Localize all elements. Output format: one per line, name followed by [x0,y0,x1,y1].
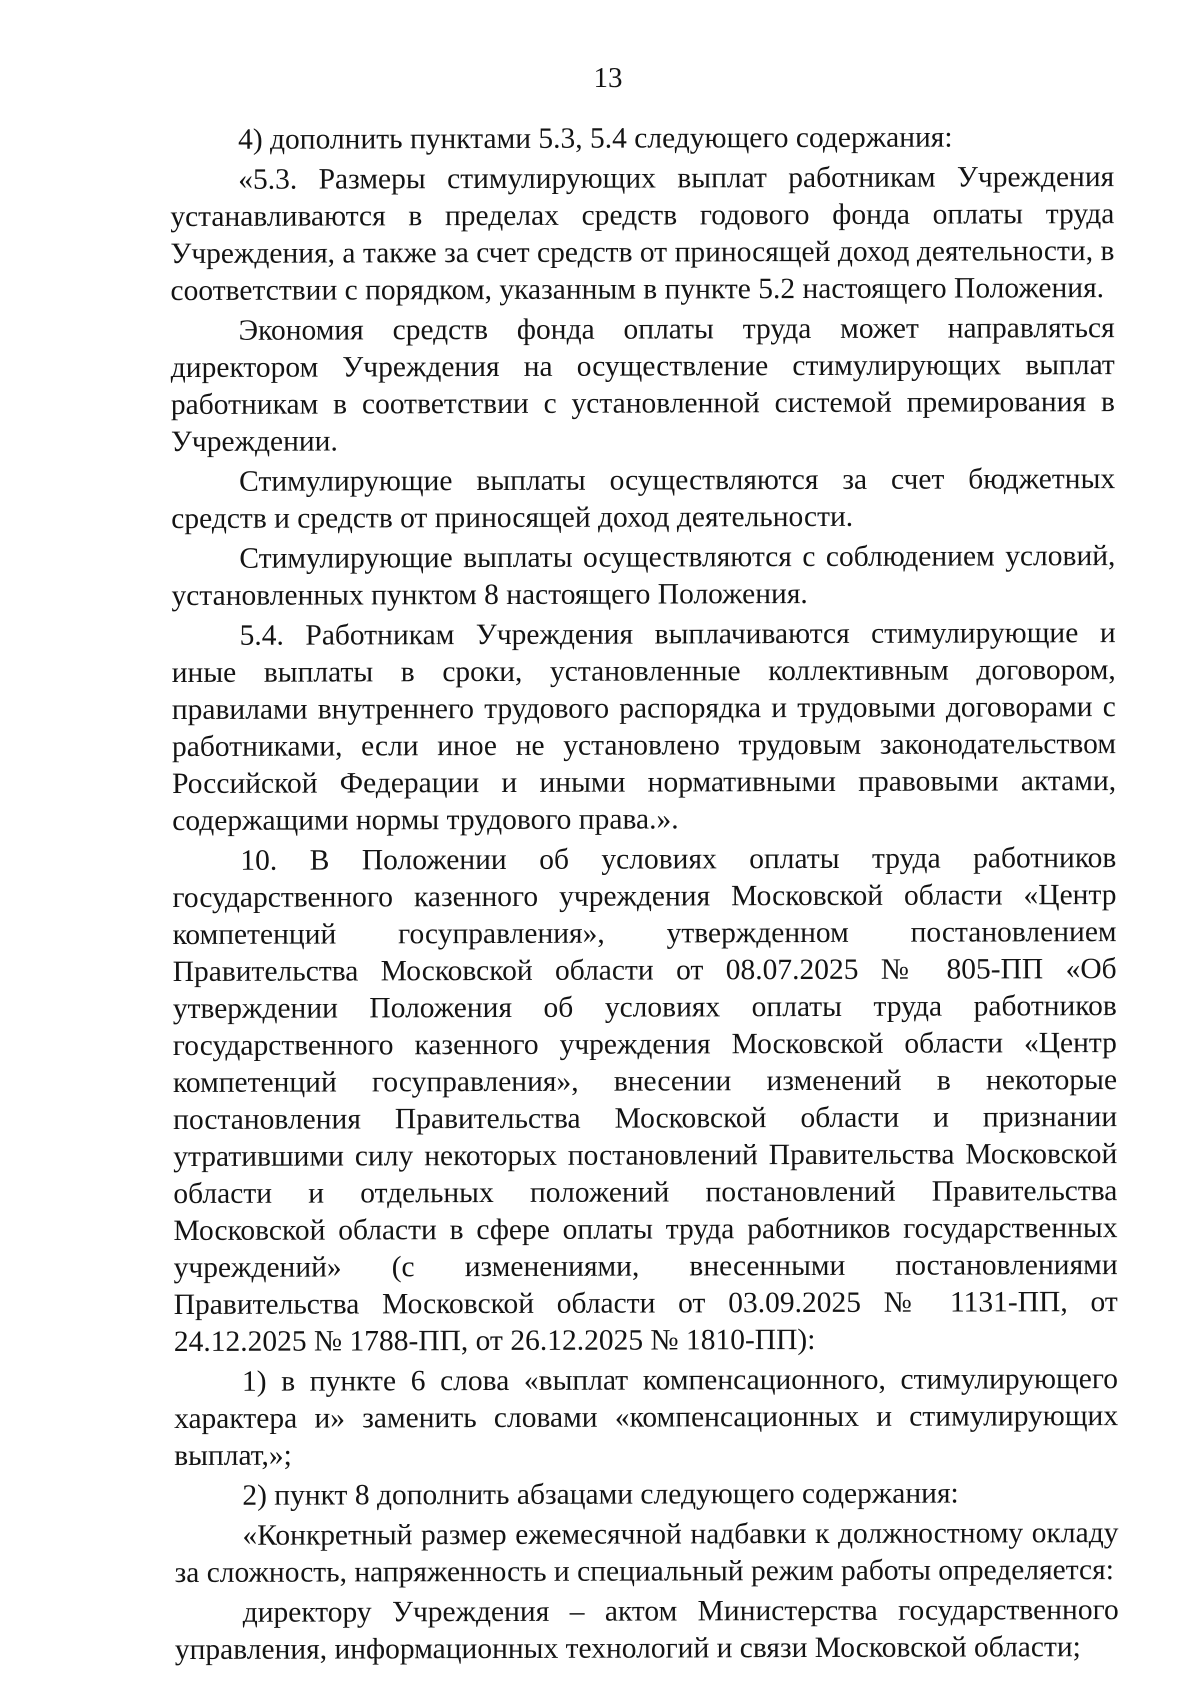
paragraph-incentive-conditions: Стимулирующие выплаты осуществляются с соблюдением условий, установленных пунктом 8 настоящего Положения. [171,540,1116,612]
paragraph-specific-bonus: «Конкретный размер ежемесячной надбавки к должностному окладу за сложность, напряженность и специальный режим работы определяется: [174,1517,1119,1589]
paragraph-clause-5-3: «5.3. Размеры стимулирующих выплат работникам Учреждения устанавливаются в пределах средств годового фонда оплаты труда Учреждения, а также за счет средств от приносящей доход деятельности, в соответствии с порядком, указанным в пункте 5.2 настоящего Положения. [170,161,1115,307]
paragraph-economy-funds: Экономия средств фонда оплаты труда может направляться директором Учреждения на осуществление стимулирующих выплат работникам в соответствии с установленной системой премирования в Учреждении. [170,312,1115,458]
paragraph-item-10: 10. В Положении об условиях оплаты труда работников государственного казенного учреждения Московской области «Центр компетенций госуправления», утвержденном постановлением Правительства Московской области от 08.07.2025 № 805-ПП «Об утверждении Положения об условиях оплаты труда работников государственного казенного учреждения Московской области «Центр компетенций госуправления», внесении изменений в некоторые постановления Правительства Московской области и признании утратившими силу некоторых постановлений Правительства Московской области и отдельных положений постановлений Правительства Московской области в сфере оплаты труда работников государственных учреждений» (с изменениями, внесенными постановлениями Правительства Московской области от 03.09.2025 № 1131-ПП, от 24.12.2025 № 1788-ПП, от 26.12.2025 № 1810-ПП): [172,842,1118,1358]
paragraph-subitem-2: 2) пункт 8 дополнить абзацами следующего содержания: [242,1477,959,1512]
page-number: 13 [593,62,623,94]
document-body [170,119,1119,1672]
paragraph-incentive-sources: Стимулирующие выплаты осуществляются за счет бюджетных средств и средств от приносящей доход деятельности. [171,463,1116,535]
paragraph-item-4-intro: 4) дополнить пунктами 5.3, 5.4 следующего содержания: [238,121,953,156]
paragraph-director: директору Учреждения – актом Министерства государственного управления, информационных технологий и связи Московской области; [174,1594,1119,1666]
paragraph-subitem-1: 1) в пункте 6 слова «выплат компенсационного, стимулирующего характера и» заменить словами «компенсационных и стимулирующих выплат,»; [174,1363,1119,1472]
paragraph-clause-5-4: 5.4. Работникам Учреждения выплачиваются стимулирующие и иные выплаты в сроки, установленные коллективным договором, правилами внутреннего трудового распорядка и трудовыми договорами с работниками, если иное не установлено трудовым законодательством Российской Федерации и иными нормативными правовыми актами, содержащими нормы трудового права.». [171,617,1117,837]
